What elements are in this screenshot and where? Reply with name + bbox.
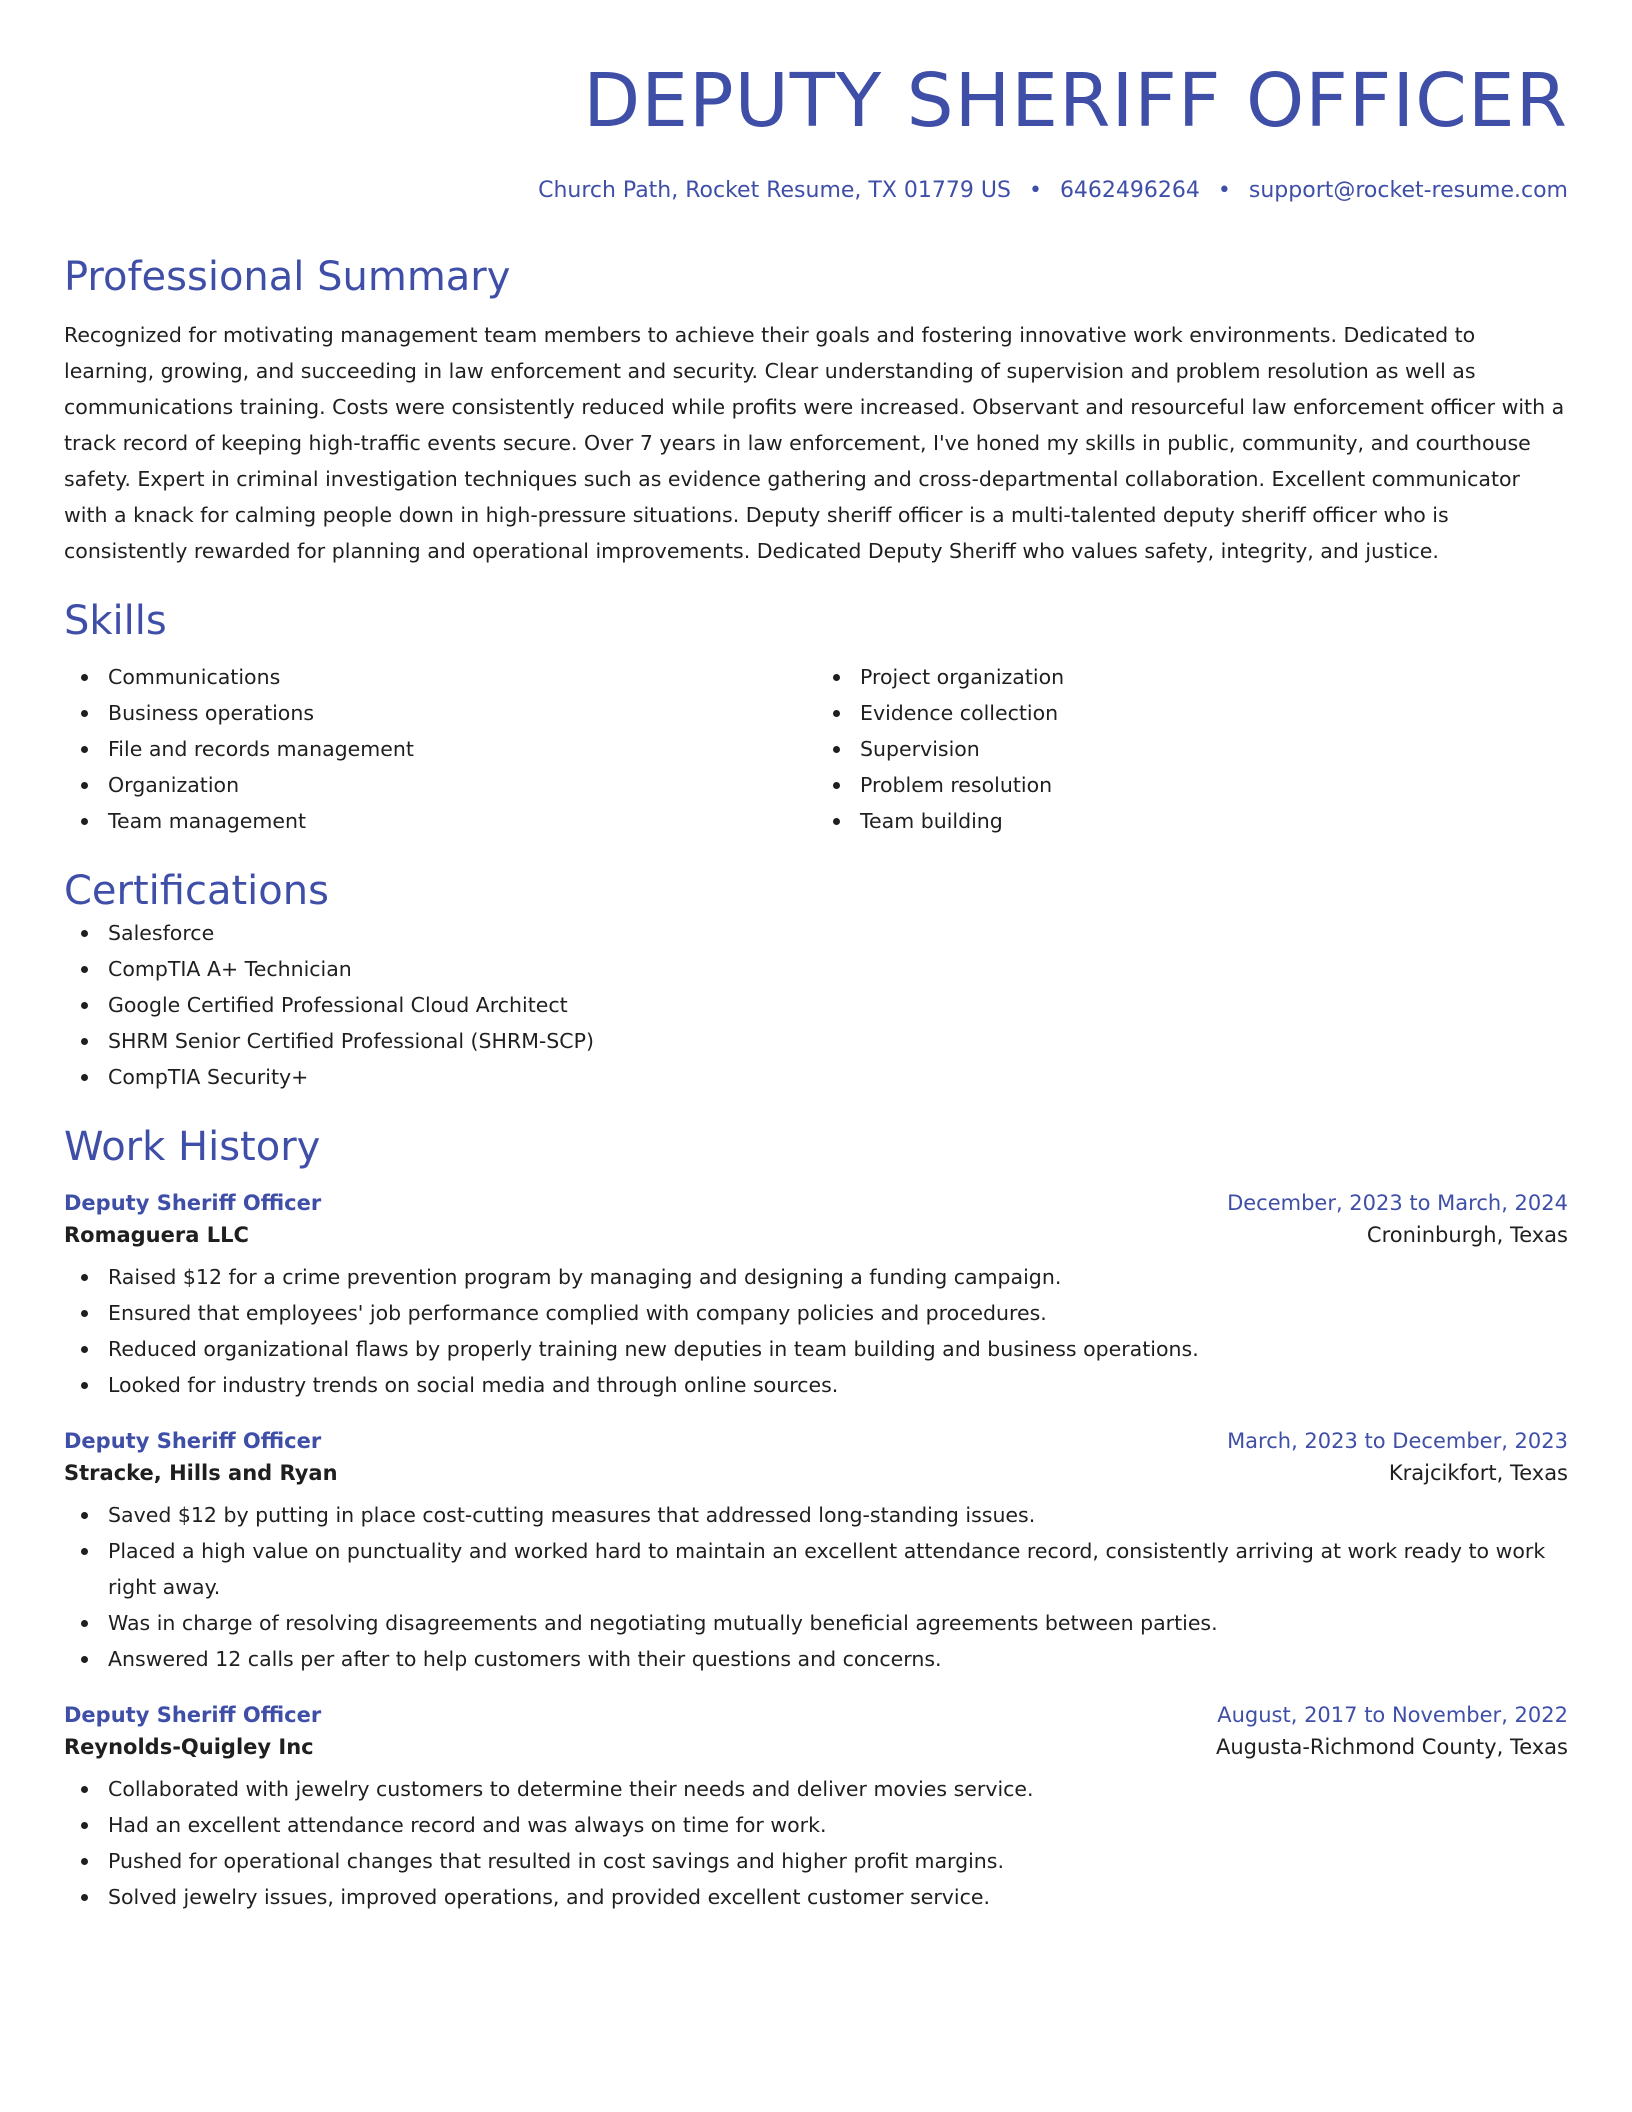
summary-heading: Professional Summary xyxy=(64,254,511,300)
job-bullet: Ensured that employees' job performance complied with company policies and procedures. xyxy=(64,1295,1568,1331)
skill-item: Business operations xyxy=(64,695,816,731)
job-bullet: Looked for industry trends on social media and through online sources. xyxy=(64,1367,1568,1403)
certification-item: Salesforce xyxy=(64,915,1568,951)
skill-item: File and records management xyxy=(64,731,816,767)
certifications-list xyxy=(64,915,1568,1095)
contact-line xyxy=(64,178,1568,203)
certification-item: SHRM Senior Certified Professional (SHRM-SCP) xyxy=(64,1023,1568,1059)
job-bullet: Had an excellent attendance record and was always on time for work. xyxy=(64,1807,1568,1843)
job-company: Stracke, Hills and Ryan xyxy=(64,1461,338,1485)
certification-item: CompTIA A+ Technician xyxy=(64,951,1568,987)
skills-heading: Skills xyxy=(64,598,167,644)
job-bullets xyxy=(64,1771,1568,1915)
job-bullet: Pushed for operational changes that resulted in cost savings and higher profit margins. xyxy=(64,1843,1568,1879)
job-location: Augusta-Richmond County, Texas xyxy=(1215,1735,1568,1759)
skill-item: Communications xyxy=(64,659,816,695)
skill-item: Supervision xyxy=(816,731,1568,767)
skill-item: Team management xyxy=(64,803,816,839)
job-title: Deputy Sheriff Officer xyxy=(64,1703,322,1727)
job-dates: December, 2023 to March, 2024 xyxy=(1227,1191,1568,1215)
skill-item: Problem resolution xyxy=(816,767,1568,803)
skill-item: Team building xyxy=(816,803,1568,839)
job-bullets xyxy=(64,1497,1568,1677)
job-location: Krajcikfort, Texas xyxy=(1388,1461,1568,1485)
job-company: Reynolds-Quigley Inc xyxy=(64,1735,314,1759)
job-location: Croninburgh, Texas xyxy=(1366,1223,1568,1247)
job-bullet: Answered 12 calls per after to help customers with their questions and concerns. xyxy=(64,1641,1568,1677)
job-company: Romaguera LLC xyxy=(64,1223,249,1247)
skill-item: Evidence collection xyxy=(816,695,1568,731)
job-title: Deputy Sheriff Officer xyxy=(64,1191,322,1215)
contact-separator: • xyxy=(1217,178,1231,203)
job-bullets xyxy=(64,1259,1568,1403)
work-history-heading: Work History xyxy=(64,1124,321,1170)
certification-item: CompTIA Security+ xyxy=(64,1059,1568,1095)
job-bullet: Raised $12 for a crime prevention program by managing and designing a funding campaign. xyxy=(64,1259,1568,1295)
job-entry xyxy=(64,1191,1568,1403)
job-dates: August, 2017 to November, 2022 xyxy=(1217,1703,1568,1727)
certification-item: Google Certified Professional Cloud Architect xyxy=(64,987,1568,1023)
contact-phone: 6462496264 xyxy=(1059,178,1200,203)
skill-item: Project organization xyxy=(816,659,1568,695)
job-bullet: Solved jewelry issues, improved operations, and provided excellent customer service. xyxy=(64,1879,1568,1915)
skills-list xyxy=(64,659,1568,839)
contact-email[interactable]: support@rocket-resume.com xyxy=(1248,178,1568,203)
job-bullet: Reduced organizational flaws by properly training new deputies in team building and business operations. xyxy=(64,1331,1568,1367)
job-entry xyxy=(64,1429,1568,1677)
job-entry xyxy=(64,1703,1568,1915)
job-bullet: Saved $12 by putting in place cost-cutting measures that addressed long-standing issues. xyxy=(64,1497,1568,1533)
job-bullet: Placed a high value on punctuality and worked hard to maintain an excellent attendance record, consistently arriving at work ready to work right away. xyxy=(64,1533,1568,1605)
job-dates: March, 2023 to December, 2023 xyxy=(1227,1429,1568,1453)
skill-item: Organization xyxy=(64,767,816,803)
job-title: Deputy Sheriff Officer xyxy=(64,1429,322,1453)
certifications-heading: Certifications xyxy=(64,868,329,914)
skills-column-left xyxy=(64,659,816,839)
contact-address: Church Path, Rocket Resume, TX 01779 US xyxy=(538,178,1011,203)
resume-title: DEPUTY SHERIFF OFFICER xyxy=(583,58,1568,144)
job-bullet: Was in charge of resolving disagreements and negotiating mutually beneficial agreements between parties. xyxy=(64,1605,1568,1641)
contact-separator: • xyxy=(1028,178,1042,203)
summary-text: Recognized for motivating management team members to achieve their goals and fostering innovative work environments. Dedicated to learning, growing, and succeeding in law enforcement and security. Clear understanding of supervision and problem resolution as well as communications training. Costs were consistently reduced while profits were increased. Observant and resourceful law enforcement officer with a track record of keeping high-traffic events secure. Over 7 years in law enforcement, I've honed my skills in public, community, and courthouse safety. Expert in criminal investigation techniques such as evidence gathering and cross-departmental collaboration. Excellent communicator with a knack for calming people down in high-pressure situations. Deputy sheriff officer is a multi-talented deputy sheriff officer who is consistently rewarded for planning and operational improvements. Dedicated Deputy Sheriff who values safety, integrity, and justice. xyxy=(64,323,1565,563)
job-bullet: Collaborated with jewelry customers to determine their needs and deliver movies service. xyxy=(64,1771,1568,1807)
skills-column-right xyxy=(816,659,1568,839)
